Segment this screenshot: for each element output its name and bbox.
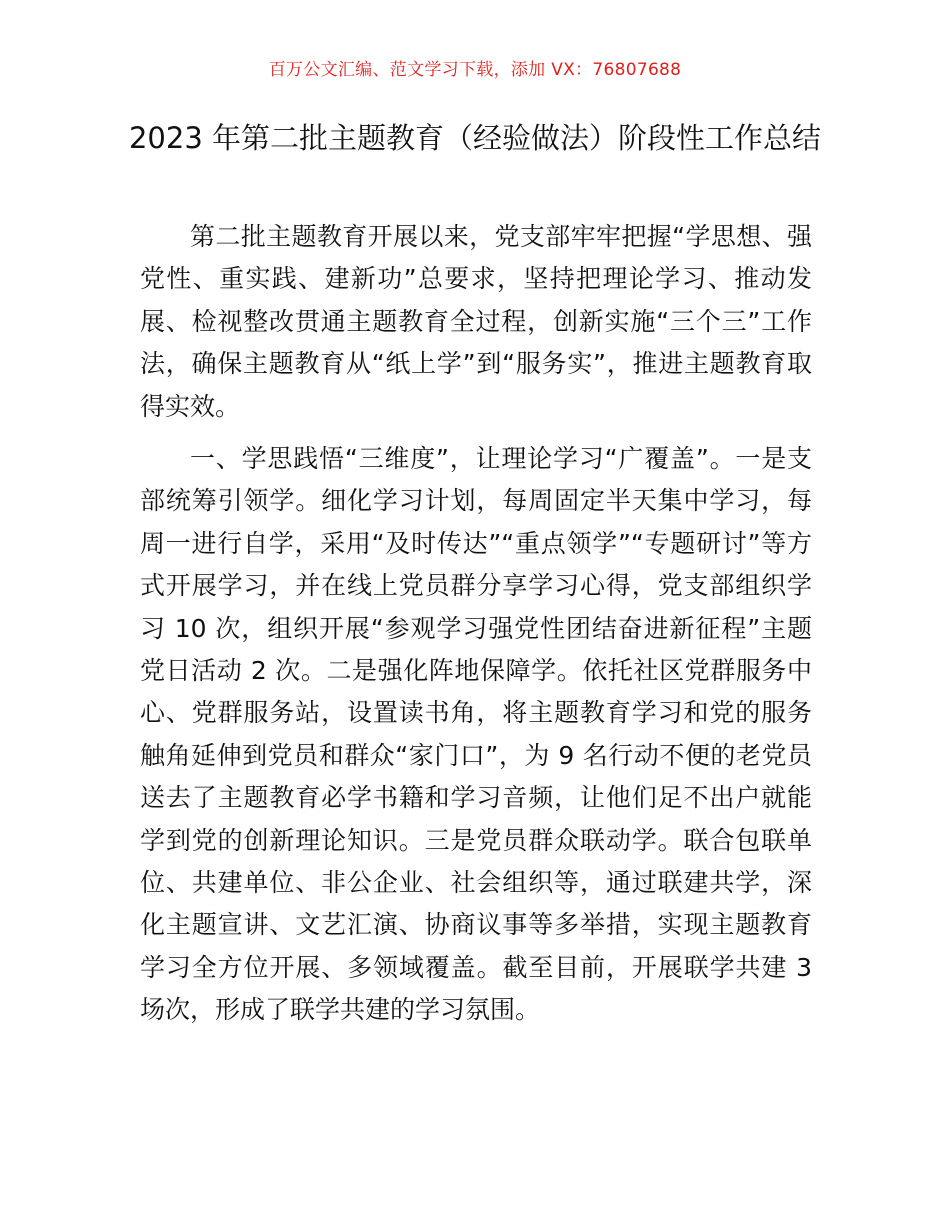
body-paragraph-intro: 第二批主题教育开展以来，党支部牢牢把握“学思想、强党性、重实践、建新功”总要求，坚持把理论学习、推动发展、检视整改贯通主题教育全过程，创新实施“三个三”工作法，确保主题教育从“纸上学”到“服务实”，推进主题教育取得实效。 bbox=[140, 222, 812, 421]
header-watermark-note: 百万公文汇编、范文学习下载，添加 VX：76807688 bbox=[268, 60, 682, 80]
document-title: 2023 年第二批主题教育（经验做法）阶段性工作总结 bbox=[128, 121, 822, 155]
body-paragraph-section-one: 一、学思践悟“三维度”，让理论学习“广覆盖”。一是支部统筹引领学。细化学习计划，每周固定半天集中学习，每周一进行自学，采用“及时传达”“重点领学”“专题研讨”等方式开展学习，并在线上党员群分享学习心得，党支部组织学习 10 次，组织开展“参观学习强党性团结奋进新征程”主题党日活动 2 次。二是强化阵地保障学。依托社区党群服务中心、党群服务站，设置读书角，将主题教育学习和党的服务触角延伸到党员和群众“家门口”，为 9 名行动不便的老党员送去了主题教育必学书籍和学习音频，让他们足不出户就能学到党的创新理论知识。三是党员群众联动学。联合包联单位、共建单位、非公企业、社会组织等，通过联建共学，深化主题宣讲、文艺汇演、协商议事等多举措，实现主题教育学习全方位开展、多领域覆盖。截至目前，开展联学共建 3 场次，形成了联学共建的学习氛围。 bbox=[140, 444, 812, 1025]
